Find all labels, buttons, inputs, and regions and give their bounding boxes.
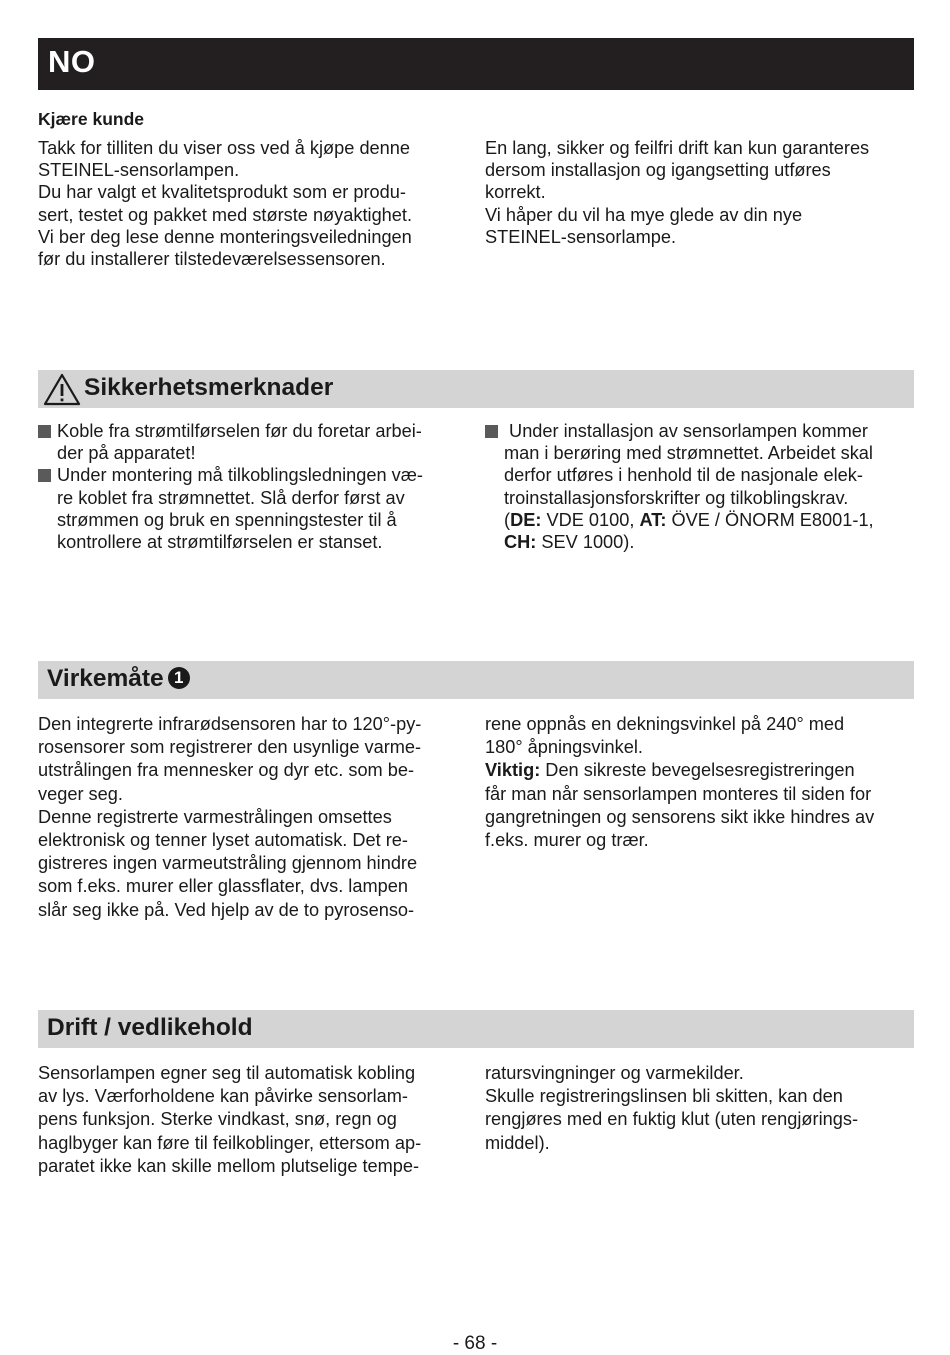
text-line: Under montering må tilkoblingsledningen væ- bbox=[57, 465, 423, 486]
standard-ch: SEV 1000). bbox=[536, 532, 635, 553]
country-label-at: AT: bbox=[639, 509, 667, 530]
text-line: troinstallasjonsforskrifter og tilkoblingskrav. bbox=[504, 487, 849, 508]
text-line: middel). bbox=[485, 1132, 550, 1153]
maintenance-right-column bbox=[485, 1062, 915, 1155]
text-line: Vi håper du vil ha mye glede av din nye bbox=[485, 204, 803, 225]
country-label-ch: CH: bbox=[504, 532, 537, 553]
text-line: rengjøres med en fuktig klut (uten rengjørings- bbox=[485, 1109, 859, 1130]
text-line: som f.eks. murer eller glassflater, dvs. lampen bbox=[38, 876, 408, 897]
text-line: re koblet fra strømnettet. Slå derfor først av bbox=[57, 487, 405, 508]
text-line: sert, testet og pakket med største nøyaktighet. bbox=[38, 204, 413, 225]
standards-reference-line bbox=[504, 531, 915, 553]
maintenance-section-header bbox=[38, 1010, 914, 1048]
warning-triangle-icon bbox=[43, 373, 81, 406]
page-number: - 68 - bbox=[452, 1333, 498, 1354]
figure-number-badge: 1 bbox=[168, 667, 190, 689]
function-right-column bbox=[485, 713, 915, 852]
standard-at: ÖVE / ÖNORM E8001-1, bbox=[666, 509, 874, 530]
text-line: STEINEL-sensorlampe. bbox=[485, 226, 677, 247]
text-line: 180° åpningsvinkel. bbox=[485, 737, 643, 758]
text-line: dersom installasjon og igangsetting utføres bbox=[485, 160, 831, 181]
text-line: STEINEL-sensorlampen. bbox=[38, 160, 240, 181]
text-line: der på apparatet! bbox=[57, 443, 196, 464]
text-line: paratet ikke kan skille mellom plutselige tempe- bbox=[38, 1155, 420, 1176]
text-line: Takk for tilliten du viser oss ved å kjøpe denne bbox=[38, 138, 411, 158]
bullet-item bbox=[38, 464, 463, 553]
text-line: f.eks. murer og trær. bbox=[485, 830, 649, 851]
text-line: veger seg. bbox=[38, 783, 123, 804]
text-line: korrekt. bbox=[485, 182, 546, 203]
text-line: Sensorlampen egner seg til automatisk kobling bbox=[38, 1063, 416, 1083]
text-line: Vi ber deg lese denne monteringsveiledningen bbox=[38, 226, 412, 247]
bullet-square-icon bbox=[38, 425, 51, 438]
text-line: pens funksjon. Sterke vindkast, snø, regn og bbox=[38, 1109, 397, 1130]
function-section-header bbox=[38, 661, 914, 699]
text-line: Under installasjon av sensorlampen kommer bbox=[504, 421, 868, 441]
text-line: rosensorer som registrerer den usynlige varme- bbox=[38, 737, 422, 758]
text-line: elektronisk og tenner lyset automatisk. Det re- bbox=[38, 830, 408, 851]
text-line: derfor utføres i henhold til de nasjonale elek- bbox=[504, 465, 863, 486]
intro-left-column bbox=[38, 137, 463, 270]
text-line: haglbyger kan føre til feilkoblinger, ettersom ap- bbox=[38, 1132, 422, 1153]
country-label-de: DE: bbox=[510, 509, 542, 530]
text-line: Du har valgt et kvalitetsprodukt som er produ- bbox=[38, 182, 406, 203]
text-fragment: ( bbox=[504, 509, 511, 530]
intro-right-column bbox=[485, 137, 915, 248]
text-line: Den integrerte infrarødsensoren har to 120°-py- bbox=[38, 714, 422, 734]
text-line: ratursvingninger og varmekilder. bbox=[485, 1063, 744, 1083]
important-label: Viktig: bbox=[485, 760, 541, 781]
text-line: Denne registrerte varmestrålingen omsettes bbox=[38, 806, 392, 827]
safety-section-title: Sikkerhetsmerknader bbox=[84, 374, 334, 401]
text-line: gangretningen og sensorens sikt ikke hindres av bbox=[485, 806, 875, 827]
safety-right-column bbox=[485, 420, 915, 553]
function-section-title bbox=[47, 665, 190, 693]
text-fragment: Den sikreste bevegelsesregistreringen bbox=[540, 760, 855, 781]
safety-left-column bbox=[38, 420, 463, 553]
language-header-bar bbox=[38, 38, 914, 90]
bullet-square-icon bbox=[485, 425, 498, 438]
standard-de: VDE 0100, bbox=[541, 509, 640, 530]
standards-reference-line bbox=[504, 509, 915, 531]
greeting-heading: Kjære kunde bbox=[38, 109, 144, 129]
maintenance-section-title: Drift / vedlikehold bbox=[47, 1014, 253, 1041]
language-code: NO bbox=[48, 44, 96, 79]
text-line: En lang, sikker og feilfri drift kan kun garanteres bbox=[485, 138, 870, 158]
text-line: Koble fra strømtilførselen før du foretar arbei- bbox=[57, 421, 422, 441]
bullet-item bbox=[38, 420, 463, 464]
text-line: får man når sensorlampen monteres til siden for bbox=[485, 783, 872, 804]
function-title-text: Virkemåte bbox=[47, 665, 164, 692]
text-line: rene oppnås en dekningsvinkel på 240° med bbox=[485, 714, 845, 734]
text-line: Skulle registreringslinsen bli skitten, kan den bbox=[485, 1086, 843, 1107]
text-line: kontrollere at strømtilførselen er stanset. bbox=[57, 532, 383, 553]
text-line: utstrålingen fra mennesker og dyr etc. som be- bbox=[38, 760, 415, 781]
bullet-square-icon bbox=[38, 469, 51, 482]
text-line: slår seg ikke på. Ved hjelp av de to pyrosenso- bbox=[38, 899, 415, 920]
text-line: strømmen og bruk en spenningstester til å bbox=[57, 509, 397, 530]
text-line: av lys. Værforholdene kan påvirke sensorlam- bbox=[38, 1086, 408, 1107]
text-line: gistreres ingen varmeutstråling gjennom hindre bbox=[38, 853, 418, 874]
safety-section-header bbox=[38, 370, 914, 408]
important-note-line bbox=[485, 759, 915, 782]
bullet-item bbox=[485, 420, 915, 553]
text-line: før du installerer tilstedeværelsessensoren. bbox=[38, 249, 386, 270]
text-line: man i berøring med strømnettet. Arbeidet skal bbox=[504, 443, 873, 464]
maintenance-left-column bbox=[38, 1062, 463, 1178]
function-left-column bbox=[38, 713, 463, 922]
